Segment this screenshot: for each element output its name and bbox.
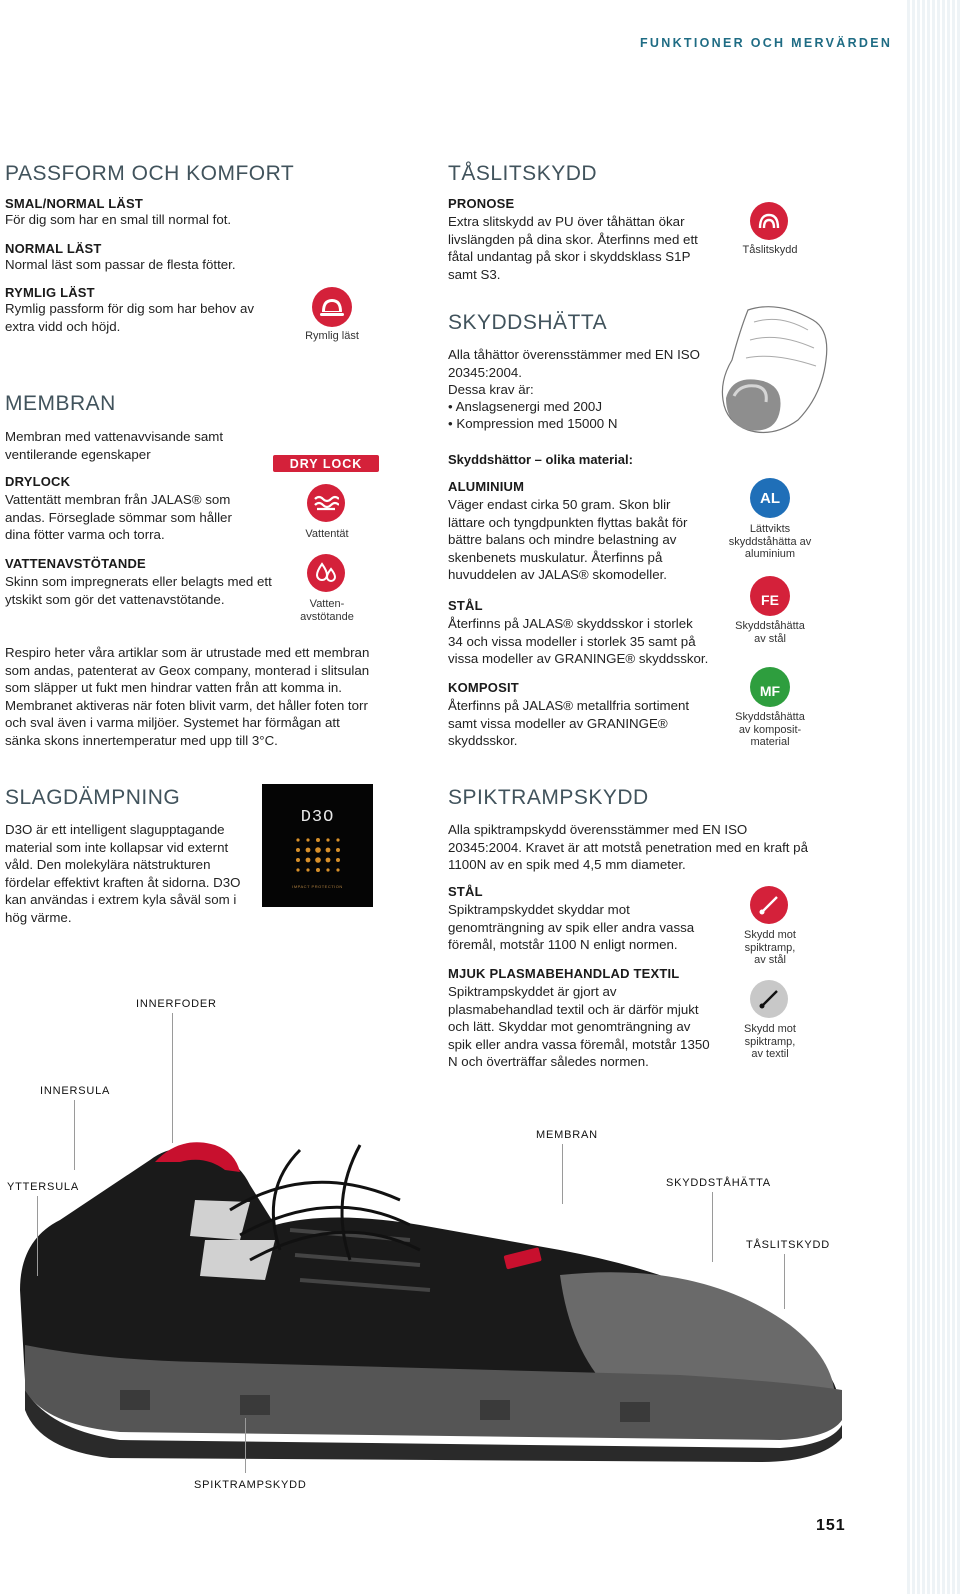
callout-innersula: INNERSULA [40, 1085, 111, 1097]
aluminium-heading: ALUMINIUM [448, 479, 525, 494]
callout-line [172, 1013, 173, 1143]
drylock-logo-text: DRY LOCK [289, 456, 363, 471]
vattenavstotande-heading: VATTENAVSTÖTANDE [5, 556, 146, 571]
callout-yttersula: YTTERSULA [7, 1181, 79, 1193]
spik-textil-text: Spiktrampskyddet är gjort av plasmabehandlad textil och är därför mjukt och lätt. Skyddar mot genomträngning av spik eller andra vassa föremål, motstår 1350 N och överträffar således normen. [448, 984, 710, 1069]
pronose-text: Extra slitskydd av PU över tåhättan ökar livslängden på dina skor. Återfinns med ett fåtal undantag på skor i skyddsklass S1P samt S3. [448, 214, 698, 282]
drylock-text: Vattentätt membran från JALAS® som andas. Förseglade sömmar som håller dina fötter varma och torra. [5, 492, 232, 542]
passform-item-text: Normal läst som passar de flesta fötter. [5, 256, 236, 272]
skyddshatta-req: • Anslagsenergi med 200J [448, 399, 602, 414]
taslitskydd-label: Tåslitskydd [742, 244, 798, 256]
page-section-title: FUNKTIONER OCH MERVÄRDEN [640, 36, 893, 50]
spik-stal-text: Spiktrampskyddet skyddar mot genomträngning av spik eller andra vassa föremål, motstår 1100 N enligt normen. [448, 902, 695, 952]
skyddshatta-req-intro: Dessa krav är: [448, 382, 534, 397]
vattentat-label: Vattentät [305, 528, 349, 540]
callout-innerfoder: INNERFODER [136, 998, 217, 1010]
komposit-text: Återfinns på JALAS® metallfria sortiment samt vissa modeller av GRANINGE® skyddsskor. [448, 698, 690, 748]
vattenavstotande-icon [307, 554, 345, 592]
al-badge-icon [750, 478, 790, 518]
skyddshatta-title: SKYDDSHÄTTA [448, 311, 608, 334]
shoe-illustration [0, 1090, 905, 1470]
pronose-heading: PRONOSE [448, 196, 515, 211]
respiro-text: Respiro heter våra artiklar som är utrustade med ett membran som andas, patenterat av Geox company, monterad i slitsulan som släpper ut fukt men hindrar vatten från att komma in. Membranet aktiveras när foten blivit varm, det håller foten torr och sval även i varma miljöer. Systemet har förmågan att sänka skons innertemperatur med upp till 3°C. [5, 645, 370, 748]
fe-badge-icon [750, 576, 790, 616]
fe-badge-text: FE [761, 592, 779, 608]
callout-taslitskydd: TÅSLITSKYDD [746, 1239, 830, 1251]
slagdampning-text: D3O är ett intelligent slagupptagande material som inte kollapsar vid externt våld. Den molekylära nätstrukturen fördelar effektivt kraften åt sidorna. D3O kan användas i extrem kyla såväl som i hög värme. [5, 822, 241, 925]
passform-item-heading: SMAL/NORMAL LÄST [5, 196, 144, 211]
d3o-logo-text: D3O [300, 808, 335, 827]
passform-item-heading: RYMLIG LÄST [5, 285, 95, 300]
spiktrampskydd-intro: Alla spiktrampskydd överensstämmer med EN ISO 20345:2004. Kravet är att motstå penetration med en kraft på 1100N av en spik med 4,5 mm diameter. [448, 822, 808, 872]
toe-cap-illustration [718, 300, 838, 440]
al-badge-text: AL [760, 489, 780, 507]
passform-title: PASSFORM OCH KOMFORT [5, 162, 295, 185]
al-label: Lättvikts skyddståhätta av aluminium [728, 523, 812, 560]
spik-textil-label: Skydd mot spiktramp, av textil [744, 1023, 796, 1060]
taslitskydd-icon [750, 202, 788, 240]
spiktrampskydd-title: SPIKTRAMPSKYDD [448, 786, 649, 809]
material-heading: Skyddshättor – olika material: [448, 452, 633, 467]
mf-label: Skyddståhätta av komposit- material [735, 711, 805, 748]
skyddshatta-intro: Alla tåhättor överensstämmer med EN ISO 20345:2004. [448, 347, 700, 380]
spik-stal-icon [750, 886, 788, 924]
callout-membran: MEMBRAN [536, 1129, 598, 1141]
callout-line [74, 1100, 75, 1170]
vattenavstotande-label: Vatten- avstötande [300, 598, 354, 623]
membran-intro: Membran med vattenavvisande samt ventilerande egenskaper [5, 429, 224, 462]
spik-textil-icon [750, 980, 788, 1018]
stal-heading: STÅL [448, 598, 483, 613]
spik-stal-heading: STÅL [448, 884, 483, 899]
callout-line [245, 1418, 246, 1473]
callout-spiktrampskydd: SPIKTRAMPSKYDD [194, 1479, 307, 1491]
callout-line [37, 1196, 38, 1276]
vattenavstotande-text: Skinn som impregnerats eller belagts med ett ytskikt som gör det vattenavstötande. [5, 574, 272, 607]
callout-line [712, 1192, 713, 1262]
mf-badge-icon [750, 667, 790, 707]
callout-line [562, 1144, 563, 1204]
callout-line [784, 1254, 785, 1309]
rymlig-last-icon [312, 287, 352, 327]
mf-badge-text: MF [759, 683, 781, 699]
drylock-heading: DRYLOCK [5, 474, 71, 489]
stal-text: Återfinns på JALAS® skyddsskor i storlek 34 och vissa modeller i storlek 35 samt på vissa modeller av GRANINGE® skyddsskor. [448, 616, 709, 666]
skyddshatta-req: • Kompression med 15000 N [448, 416, 618, 431]
passform-item-heading: NORMAL LÄST [5, 240, 102, 256]
aluminium-text: Väger endast cirka 50 gram. Skon blir lättare och tyngdpunkten flyttas bakåt för bättre balans och mindre belastning av skenbenets muskulatur. Återfinns på huvuddelen av JALAS® skomodeller. [448, 497, 688, 582]
membran-title: MEMBRAN [5, 392, 116, 415]
passform-item-text: För dig som har en smal till normal fot. [5, 212, 232, 227]
d3o-logo [262, 784, 373, 907]
drylock-logo [273, 455, 379, 472]
taslitskydd-title: TÅSLITSKYDD [448, 162, 598, 185]
spik-textil-heading: MJUK PLASMABEHANDLAD TEXTIL [448, 966, 680, 981]
rymlig-last-label: Rymlig läst [305, 330, 359, 342]
d3o-logo-subtext: IMPACT PROTECTION [292, 884, 343, 889]
decorative-stripe [907, 0, 960, 1594]
vattentat-icon [307, 484, 345, 522]
spik-stal-label: Skydd mot spiktramp, av stål [744, 929, 796, 966]
passform-list [5, 196, 285, 335]
fe-label: Skyddståhätta av stål [735, 620, 805, 645]
callout-skyddstahatta: SKYDDSTÅHÄTTA [666, 1177, 771, 1189]
slagdampning-title: SLAGDÄMPNING [5, 786, 181, 809]
passform-item-text: Rymlig passform för dig som har behov av extra vidd och höjd. [5, 301, 255, 334]
page-number: 151 [816, 1517, 846, 1534]
komposit-heading: KOMPOSIT [448, 680, 519, 695]
d3o-dot-pattern [292, 834, 344, 878]
